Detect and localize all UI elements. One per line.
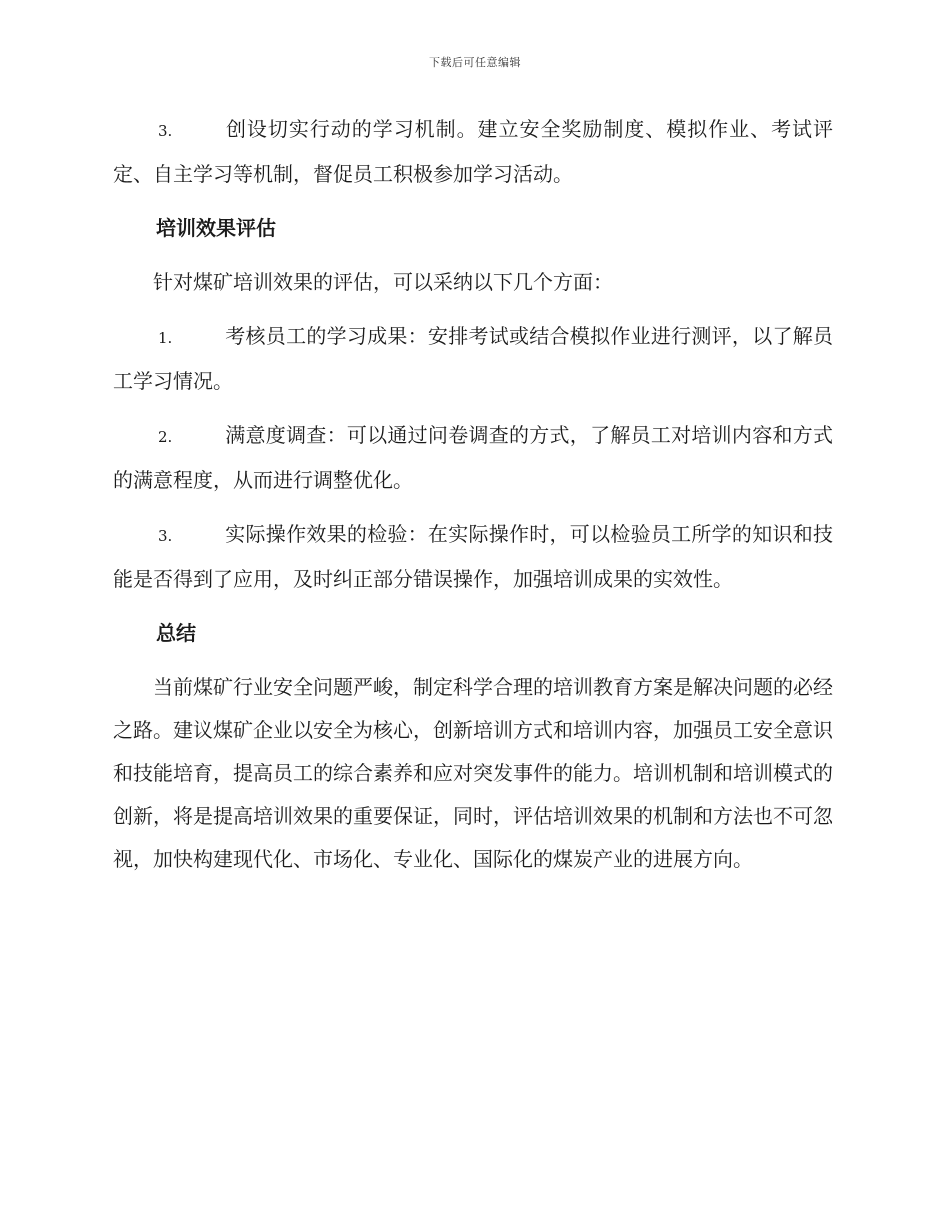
page-header: 下载后可任意编辑 <box>429 56 521 69</box>
list-number: 2. <box>158 428 173 446</box>
list-item-satisfaction <box>113 414 833 502</box>
list-item-mechanism <box>113 108 833 196</box>
paragraph-summary: 当前煤矿行业安全问题严峻，制定科学合理的培训教育方案是解决问题的必经之路。建议煤矿企业以安全为核心，创新培训方式和培训内容，加强员工安全意识和技能培育，提高员工的综合素养和应对突发事件的能力。培训机制和培训模式的创新，将是提高培训效果的重要保证，同时，评估培训效果的机制和方法也不可忽视，加快构建现代化、市场化、专业化、国际化的煤炭产业的进展方向。 <box>113 675 833 871</box>
paragraph-evaluation-intro: 针对煤矿培训效果的评估，可以采纳以下几个方面： <box>153 270 613 294</box>
list-item-practice-check <box>113 513 833 601</box>
list-number: 1. <box>158 329 173 347</box>
list-number: 3. <box>158 527 173 545</box>
list-item-text: 创设切实行动的学习机制。建立安全奖励制度、模拟作业、考试评定、自主学习等机制，督促员工积极参加学习活动。 <box>113 117 833 186</box>
list-number: 3. <box>158 122 173 140</box>
list-item-text: 满意度调查：可以通过问卷调查的方式，了解员工对培训内容和方式的满意程度，从而进行调整优化。 <box>113 423 833 492</box>
document-body <box>113 108 833 892</box>
list-item-assessment <box>113 315 833 403</box>
list-item-text: 实际操作效果的检验：在实际操作时，可以检验员工所学的知识和技能是否得到了应用，及时纠正部分错误操作，加强培训成果的实效性。 <box>113 522 833 591</box>
section-heading-evaluation: 培训效果评估 <box>156 216 276 240</box>
section-heading-summary: 总结 <box>156 621 196 645</box>
list-item-text: 考核员工的学习成果：安排考试或结合模拟作业进行测评，以了解员工学习情况。 <box>113 324 833 393</box>
